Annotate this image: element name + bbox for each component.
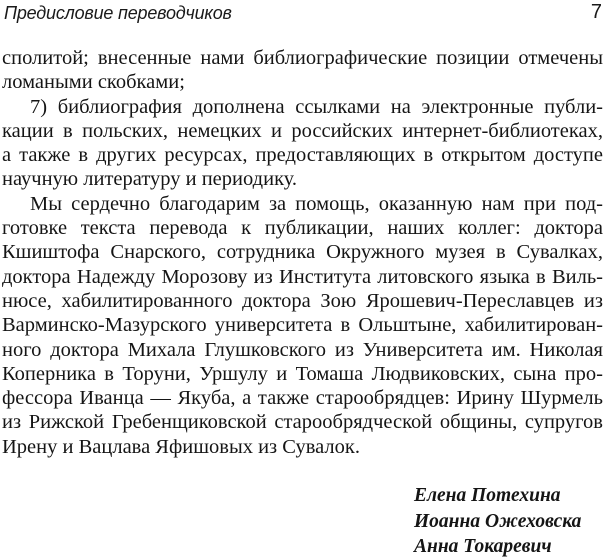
text-line: ломаными скобками; [2,71,185,94]
text-line: сполитой; внесенные нами библиографические позиции отмечены [2,47,603,69]
text-line: Кшиштофа Снарского, сотрудника Окружного музея в Сувалках, [2,241,603,264]
text-line: кации в польских, немецких и российских интернет-библиотеках, [2,119,603,142]
text-line: доктора Надежду Морозову из Института литовского языка в Виль- [2,265,603,288]
text-line: Варминско-Мазурского университета в Ольштыне, хабилитирован- [2,314,603,337]
text-line: научную литературу и периодику. [2,168,298,191]
signature-name: Елена Потехина [414,485,561,506]
text-line: Коперника в Торуни, Уршулу и Томаша Людвиковских, сына про- [2,362,603,385]
running-head-title: Предисловие переводчиков [4,3,232,23]
text-line: ного доктора Михала Глушковского из Университета им. Николая [2,338,603,361]
text-line: нюсе, хабилитированного доктора Зою Ярошевич-Переславцев из [2,289,603,312]
signature-name: Анна Токаревич [414,536,552,557]
text-line: а также в других ресурсах, предоставляющих в открытом доступе [2,144,603,167]
page-number: 7 [590,1,602,23]
text-line: Ирену и Вацлава Яфишовых из Сувалок. [2,435,360,458]
text-line: фессора Иванца — Якуба, а также старообрядцев: Ирину Шурмель [2,387,603,410]
list-item-7-line: 7) библиография дополнена ссылками на электронные публи- [30,95,603,118]
body-text [2,46,603,459]
acknowledgements-paragraph-start: Мы сердечно благодарим за помощь, оказанную нам при под- [30,192,603,215]
translator-signatures [414,483,581,560]
signature-name: Иоанна Ожеховска [414,510,582,532]
text-line: готовке текста перевода к публикации, наших коллег: доктора [2,217,603,240]
text-line: из Рижской Гребенщиковской старообрядческой общины, супругов [2,411,603,434]
